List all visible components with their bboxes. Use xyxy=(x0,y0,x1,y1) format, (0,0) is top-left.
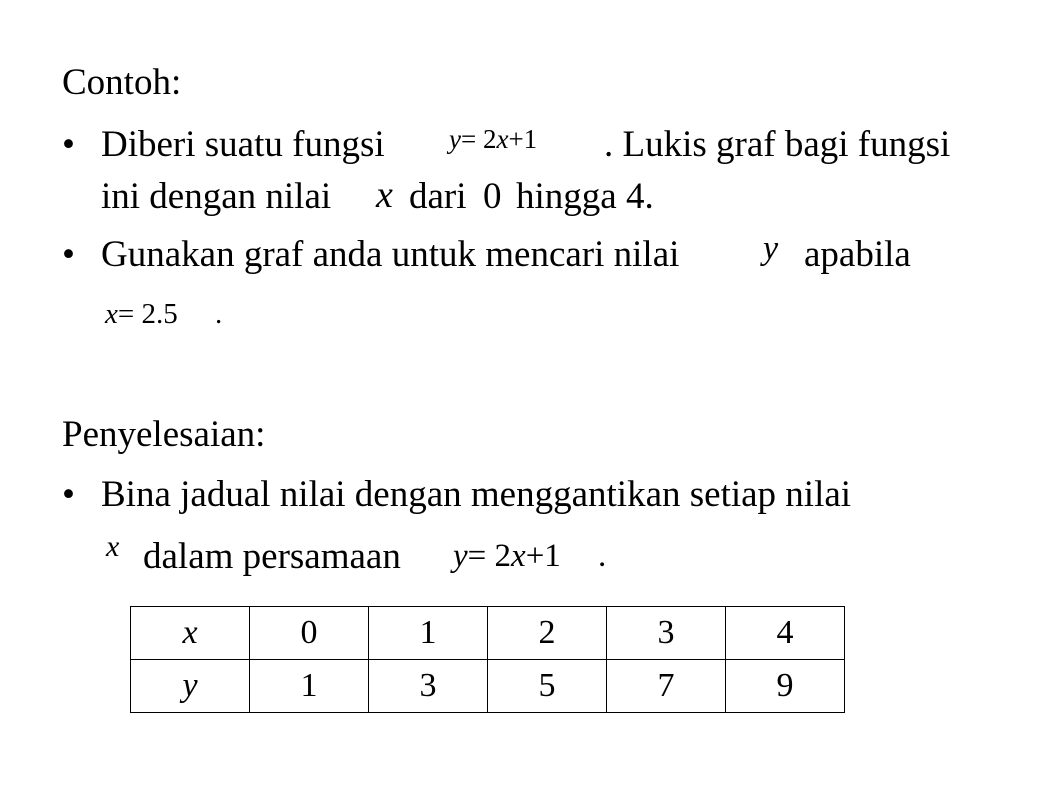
eq-1-var: x xyxy=(496,124,509,154)
symbol-x-1: x xyxy=(376,174,393,216)
table-cell-x: 3 xyxy=(607,607,726,660)
bullet-3: • xyxy=(62,474,75,515)
table-cell-x: 1 xyxy=(369,607,488,660)
symbol-x-2: x xyxy=(106,530,120,563)
equation-2-dot: . xyxy=(598,538,607,574)
table-cell-y: 3 xyxy=(369,660,488,713)
equation-inline-1 xyxy=(449,126,537,153)
table-row-x xyxy=(131,607,845,660)
eq-x-value: = 2.5 xyxy=(117,298,178,330)
bullet-1-text-e: hingga 4. xyxy=(516,176,654,217)
bullet-1: • xyxy=(62,124,75,165)
bullet-2-text-b: apabila xyxy=(804,234,911,275)
equation-inline-2 xyxy=(453,540,561,573)
table-head-y: y xyxy=(131,660,250,713)
table-cell-x: 2 xyxy=(488,607,607,660)
table-cell-y: 9 xyxy=(726,660,845,713)
table-cell-y: 7 xyxy=(607,660,726,713)
eq-1-rhs: +1 xyxy=(508,124,538,154)
eq-2-var: x xyxy=(511,538,526,574)
bullet-3-text-a: Bina jadual nilai dengan menggantikan setiap nilai xyxy=(101,474,852,515)
bullet-2-text-a: Gunakan graf anda untuk mencari nilai xyxy=(101,234,680,275)
eq-x-var: x xyxy=(105,298,118,330)
bullet-1-text-a: Diberi suatu fungsi xyxy=(101,124,385,165)
eq-2-eq: = 2 xyxy=(467,538,512,574)
eq-1-eq: = 2 xyxy=(460,124,497,154)
heading-solution: Penyelesaian: xyxy=(62,414,266,455)
eq-2-lhs: y xyxy=(453,538,468,574)
equation-x-value xyxy=(105,300,178,329)
table-cell-y: 1 xyxy=(250,660,369,713)
eq-2-rhs: +1 xyxy=(525,538,561,574)
bullet-1-text-d: dari xyxy=(409,176,467,217)
heading-example: Contoh: xyxy=(62,62,182,103)
value-table xyxy=(130,606,845,713)
table-cell-y: 5 xyxy=(488,660,607,713)
table-row-y xyxy=(131,660,845,713)
equation-x-dot: . xyxy=(215,298,223,330)
bullet-3-text-b: dalam persamaan xyxy=(143,536,401,577)
bullet-1-text-b: . Lukis graf bagi fungsi xyxy=(604,124,951,165)
table-head-x: x xyxy=(131,607,250,660)
symbol-y-1: y xyxy=(763,230,779,267)
bullet-1-text-c: ini dengan nilai xyxy=(101,176,332,217)
table-cell-x: 0 xyxy=(250,607,369,660)
table-cell-x: 4 xyxy=(726,607,845,660)
bullet-2: • xyxy=(62,234,75,275)
eq-1-lhs: y xyxy=(449,124,461,154)
bullet-1-zero: 0 xyxy=(483,176,502,217)
